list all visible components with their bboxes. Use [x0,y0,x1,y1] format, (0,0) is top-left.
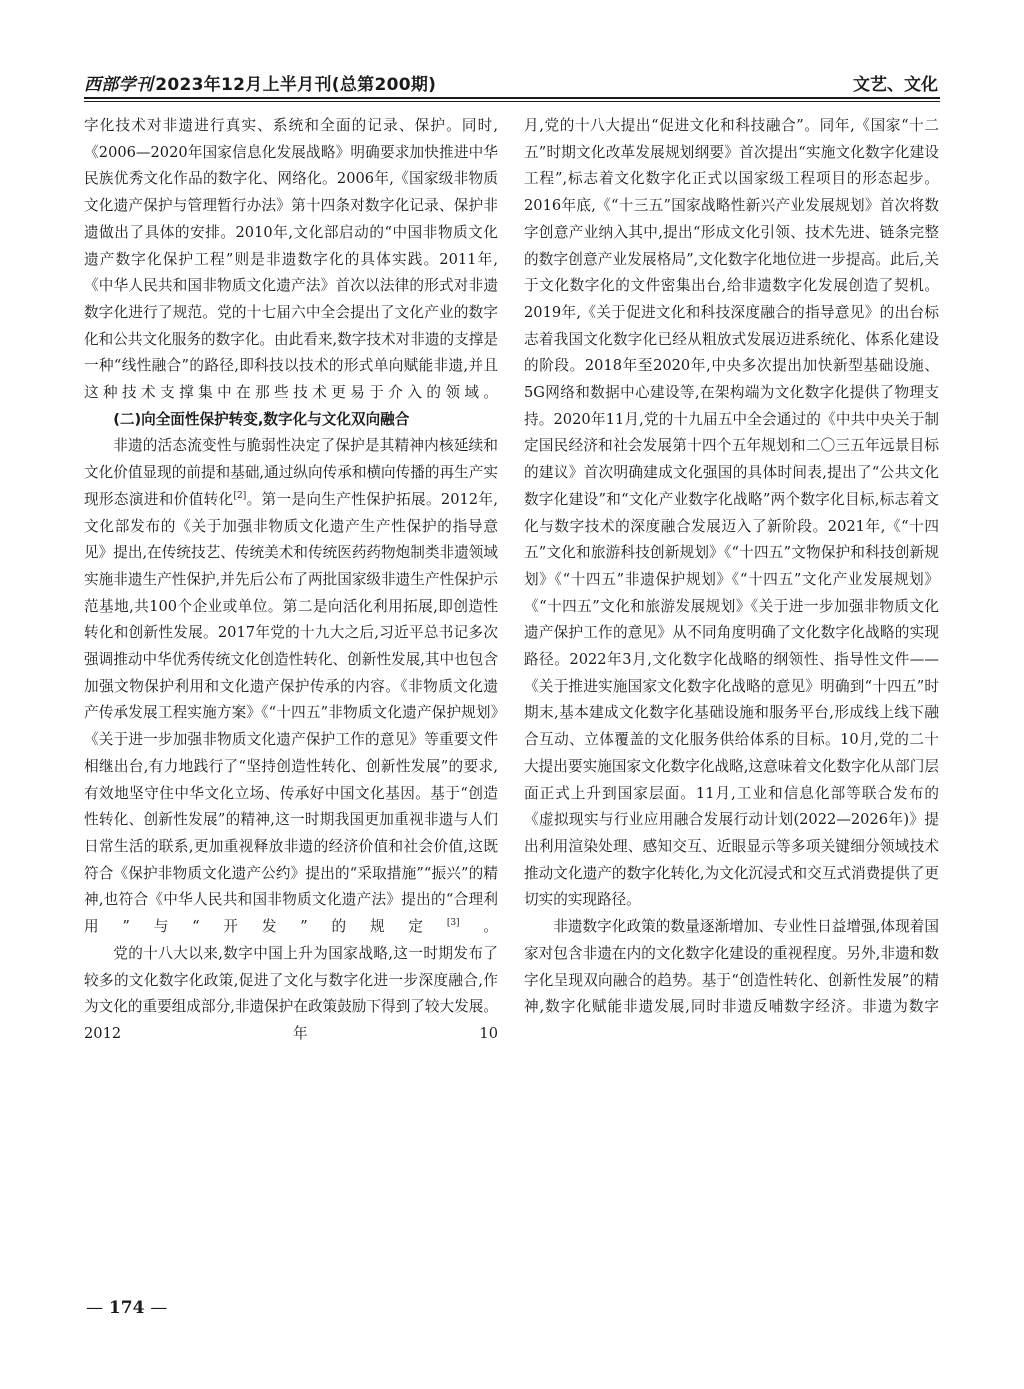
citation-ref: [3] [446,918,460,929]
paragraph [84,433,498,940]
page-folio [86,1298,167,1318]
folio-dash: — [86,1298,103,1318]
paragraph-text: 。第一是向生产性保护拓展。2012年,文化部发布的《关于加强非物质文化遗产生产性保护的指导意见》提出,在传统技艺、传统美术和传统医药药物炮制类非遗领域实施非遗生产性保护,并先后公布了两批国家级非遗生产性保护示范基地,共100个企业或单位。第二是向活化利用拓展,即创造性转化和创新性发展。2017年党的十九大之后,习近平总书记多次强调推动中华优秀传统文化创造性转化、创新性发展,其中也包含加强文物保护利用和文化遗产保护传承的内容。《非物质文化遗产传承发展工程实施方案》《“十四五”非物质文化遗产保护规划》《关于进一步加强非物质文化遗产保护工作的意见》等重要文件相继出台,有力地践行了“坚持创造性转化、创新性发展”的要求,有效地坚守住中华文化立场、传承好中国文化基因。基于“创造性转化、创新性发展”的精神,这一时期我国更加重视非遗与人们日常生活的联系,更加重视释放非遗的经济价值和社会价值,这既符合《保护非物质文化遗产公约》提出的“采取措施”“振兴”的精神,也符合《中华人民共和国非物质文化遗产法》提出的“合理利用”与“开发”的规定 [84,490,498,936]
page-number: 174 [108,1298,145,1318]
paragraph: 字化技术对非遗进行真实、系统和全面的记录、保护。同时,《2006—2020年国家信息化发展战略》明确要求加快推进中华民族优秀文化作品的数字化、网络化。2006年,《国家级非物质文化遗产保护与管理暂行办法》第十四条对数字化记录、保护非遗做出了具体的安排。2010年,文化部启动的“中国非物质文化遗产数字化保护工程”则是非遗数字化的具体实践。2011年,《中华人民共和国非物质文化遗产法》首次以法律的形式对非遗数字化进行了规范。党的十七届六中全会提出了文化产业的数字化和公共文化服务的数字化。由此看来,数字技术对非遗的支撑是一种“线性融合”的路径,即科技以技术的形式单向赋能非遗,并且这种技术支撑集中在那些技术更易于介入的领域。 [84,117,498,402]
paragraph: 非遗数字化政策的数量逐渐增加、专业性日益增强,体现着国家对包含非遗在内的文化数字化建设的重视程度。另外,非遗和数字化呈现双向融合的趋势。基于“创造性转化、创新性发展”的精神,数字化赋能非遗发展,同时非遗反哺数字经济。非遗为数字 [524,918,939,1016]
header-rule-thin [84,101,940,102]
paragraph: 月,党的十八大提出“促进文化和科技融合”。同年,《国家“十二五”时期文化改革发展规划纲要》首次提出“实施文化数字化建设工程”,标志着文化数字化正式以国家级工程项目的形态起步。2016年底,《“十三五”国家战略性新兴产业发展规划》首次将数字创意产业纳入其中,提出“形成文化引领、技术先进、链条完整的数字创意产业发展格局”,文化数字化地位进一步提高。此后,关于文化数字化的文件密集出台,给非遗数字化发展创造了契机。2019年,《关于促进文化和科技深度融合的指导意见》的出台标志着我国文化数字化已经从粗放式发展迈进系统化、体系化建设的阶段。2018年至2020年,中央多次提出加快新型基础设施、5G网络和数据中心建设等,在架构端为文化数字化提供了物理支持。2020年11月,党的十九届五中全会通过的《中共中央关于制定国民经济和社会发展第十四个五年规划和二〇三五年远景目标的建议》首次明确建成文化强国的具体时间表,提出了“公共文化数字化建设”和“文化产业数字化战略”两个数字化目标,标志着文化与数字技术的深度融合发展迈入了新阶段。2021年,《“十四五”文化和旅游科技创新规划》《“十四五”文物保护和科技创新规划》《“十四五”非遗保护规划》《“十四五”文化产业发展规划》《“十四五”文化和旅游发展规划》《关于进一步加强非物质文化遗产保护工作的意见》从不同角度明确了文化数字化战略的实现路径。2022年3月,文化数字化战略的纲领性、指导性文件——《关于推进实施国家文化数字化战略的意见》明确到“十四五”时期末,基本建成文化数字化基础设施和服务平台,形成线上线下融合互动、立体覆盖的文化服务供给体系的目标。10月,党的二十大提出要实施国家文化数字化战略,这意味着文化数字化从部门层面正式上升到国家层面。11月,工业和信息化部等联合发布的《虚拟现实与行业应用融合发展行动计划(2022—2026年)》提出利用渲染处理、感知交互、近眼显示等多项关键细分领域技术推动文化遗产的数字化转化,为文化沉浸式和交互式消费提供了更切实的实现路径。 [524,117,939,909]
right-column [524,113,939,1021]
paragraph-text: 。 [459,918,498,936]
header-rule-thick [84,97,940,99]
journal-masthead [84,70,436,95]
folio-dash: — [150,1298,168,1318]
issue-info: 2023年12月上半月刊(总第200期) [155,75,437,95]
section-name: 文艺、文化 [853,75,938,95]
running-header [84,66,940,96]
journal-logo: 西部学刊 [84,75,154,95]
paragraph: 党的十八大以来,数字中国上升为国家战略,这一时期发布了较多的文化数字化政策,促进了文化与数字化进一步深度融合,作为文化的重要组成部分,非遗保护在政策鼓励下得到了较大发展。2012年10 [84,944,498,1042]
left-column [84,113,498,1048]
citation-ref: [2] [233,490,247,501]
paragraph-text: 非遗的活态流变性与脆弱性决定了保护是其精神内核延续和文化价值显现的前提和基础,通过纵向传承和横向传播的再生产实现形态演进和价值转化 [84,437,498,508]
section-heading: (二)向全面性保护转变,数字化与文化双向融合 [113,410,410,428]
